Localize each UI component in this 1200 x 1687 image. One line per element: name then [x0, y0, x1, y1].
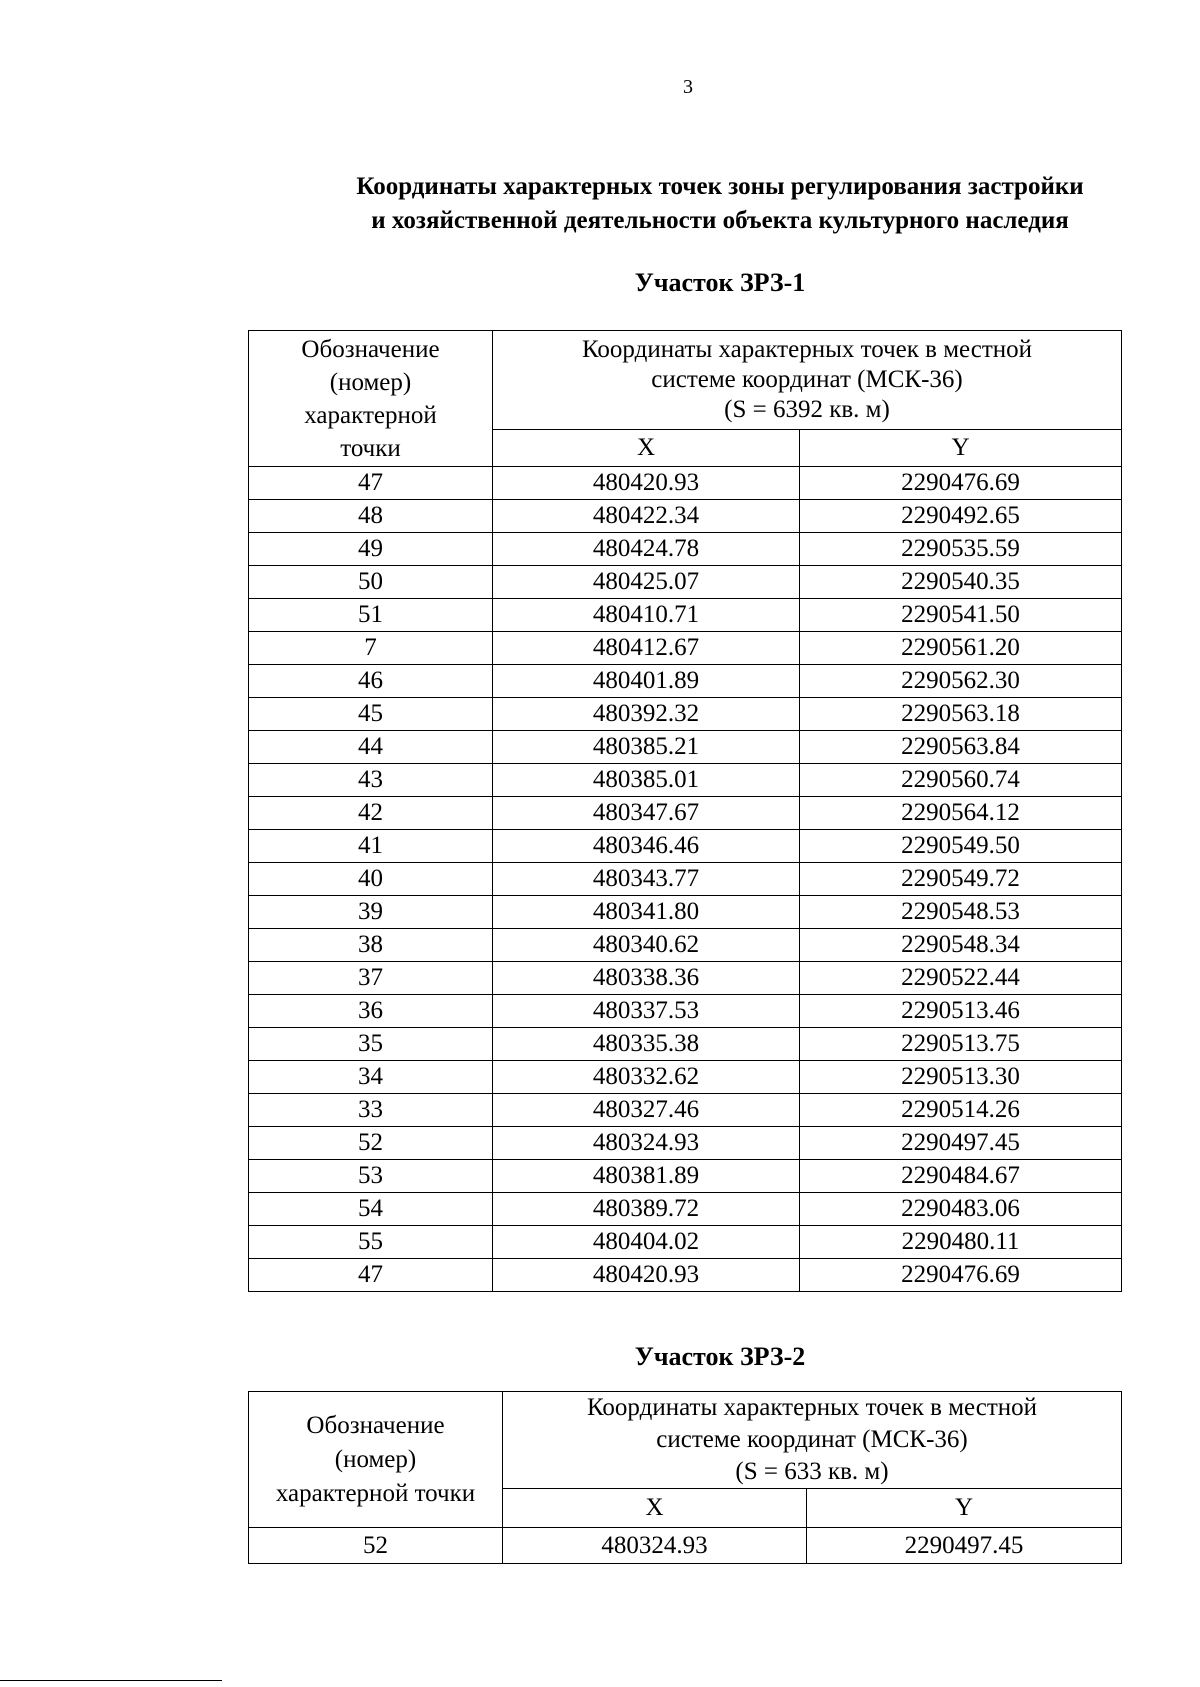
x-coordinate-cell: 480346.46	[493, 830, 800, 863]
y-coordinate-cell: 2290492.65	[800, 500, 1122, 533]
y-coordinate-cell: 2290476.69	[800, 1259, 1122, 1292]
page-number: 3	[683, 76, 693, 98]
point-number-cell: 52	[249, 1528, 503, 1564]
x-coordinate-cell: 480341.80	[493, 896, 800, 929]
point-number-cell: 49	[249, 533, 493, 566]
coordinates-header-line: Координаты характерных точек в местной	[587, 1394, 1038, 1421]
x-coordinate-cell: 480324.93	[503, 1528, 807, 1564]
x-coordinate-cell: 480422.34	[493, 500, 800, 533]
table-row	[249, 665, 1122, 698]
table-row	[249, 632, 1122, 665]
x-coordinate-cell: 480347.67	[493, 797, 800, 830]
column-header-coordinates	[503, 1392, 1122, 1489]
column-header-x: X	[493, 430, 800, 467]
point-number-cell: 51	[249, 599, 493, 632]
coordinates-table-zrz-2	[248, 1391, 1122, 1564]
table-row	[249, 1061, 1122, 1094]
y-coordinate-cell: 2290480.11	[800, 1226, 1122, 1259]
column-header-x: X	[503, 1489, 807, 1528]
table-row	[249, 995, 1122, 1028]
table-row	[249, 1094, 1122, 1127]
x-coordinate-cell: 480420.93	[493, 1259, 800, 1292]
x-coordinate-cell: 480332.62	[493, 1061, 800, 1094]
point-number-cell: 7	[249, 632, 493, 665]
section-heading-zrz-1: Участок ЗРЗ-1	[634, 268, 806, 297]
column-header-coordinates	[493, 331, 1122, 430]
y-coordinate-cell: 2290513.46	[800, 995, 1122, 1028]
table-row	[249, 599, 1122, 632]
y-coordinate-cell: 2290541.50	[800, 599, 1122, 632]
table-row	[249, 863, 1122, 896]
y-coordinate-cell: 2290564.12	[800, 797, 1122, 830]
x-coordinate-cell: 480343.77	[493, 863, 800, 896]
table-row	[249, 962, 1122, 995]
y-coordinate-cell: 2290540.35	[800, 566, 1122, 599]
x-coordinate-cell: 480412.67	[493, 632, 800, 665]
footer-rule	[0, 1680, 222, 1681]
y-coordinate-cell: 2290535.59	[800, 533, 1122, 566]
table-row	[249, 896, 1122, 929]
point-number-cell: 36	[249, 995, 493, 1028]
coordinates-header-line: Координаты характерных точек в местной	[582, 336, 1033, 363]
point-number-cell: 42	[249, 797, 493, 830]
table-row	[249, 698, 1122, 731]
table-row	[249, 830, 1122, 863]
point-number-cell: 40	[249, 863, 493, 896]
point-number-cell: 45	[249, 698, 493, 731]
x-coordinate-cell: 480385.21	[493, 731, 800, 764]
y-coordinate-cell: 2290548.53	[800, 896, 1122, 929]
x-coordinate-cell: 480401.89	[493, 665, 800, 698]
table-row	[249, 929, 1122, 962]
table-row	[249, 731, 1122, 764]
coordinates-header-line: системе координат (МСК-36)	[656, 1426, 968, 1453]
document-title-line-1: Координаты характерных точек зоны регулирования застройки	[356, 173, 1084, 200]
y-coordinate-cell: 2290563.84	[800, 731, 1122, 764]
table-row	[249, 500, 1122, 533]
table-row	[249, 1127, 1122, 1160]
table-row	[249, 467, 1122, 500]
y-coordinate-cell: 2290561.20	[800, 632, 1122, 665]
point-number-cell: 43	[249, 764, 493, 797]
table-row	[249, 1028, 1122, 1061]
table-row	[249, 764, 1122, 797]
x-coordinate-cell: 480327.46	[493, 1094, 800, 1127]
table-row	[249, 1193, 1122, 1226]
y-coordinate-cell: 2290514.26	[800, 1094, 1122, 1127]
y-coordinate-cell: 2290476.69	[800, 467, 1122, 500]
table-row	[249, 1226, 1122, 1259]
x-coordinate-cell: 480420.93	[493, 467, 800, 500]
coordinates-header-line: (S = 6392 кв. м)	[724, 396, 890, 423]
y-coordinate-cell: 2290513.75	[800, 1028, 1122, 1061]
y-coordinate-cell: 2290548.34	[800, 929, 1122, 962]
x-coordinate-cell: 480335.38	[493, 1028, 800, 1061]
column-header-designation	[249, 331, 493, 467]
x-coordinate-cell: 480324.93	[493, 1127, 800, 1160]
point-number-cell: 47	[249, 467, 493, 500]
point-number-cell: 38	[249, 929, 493, 962]
designation-header-line: (номер)	[334, 1445, 417, 1473]
point-number-cell: 33	[249, 1094, 493, 1127]
y-coordinate-cell: 2290497.45	[807, 1528, 1122, 1564]
x-coordinate-cell: 480410.71	[493, 599, 800, 632]
section-heading-zrz-2: Участок ЗРЗ-2	[634, 1342, 806, 1371]
y-coordinate-cell: 2290513.30	[800, 1061, 1122, 1094]
y-coordinate-cell: 2290560.74	[800, 764, 1122, 797]
x-coordinate-cell: 480424.78	[493, 533, 800, 566]
y-coordinate-cell: 2290562.30	[800, 665, 1122, 698]
point-number-cell: 48	[249, 500, 493, 533]
x-coordinate-cell: 480385.01	[493, 764, 800, 797]
x-coordinate-cell: 480425.07	[493, 566, 800, 599]
y-coordinate-cell: 2290497.45	[800, 1127, 1122, 1160]
designation-header-line: характерной	[304, 401, 437, 429]
table-row	[249, 1528, 1122, 1564]
x-coordinate-cell: 480392.32	[493, 698, 800, 731]
x-coordinate-cell: 480404.02	[493, 1226, 800, 1259]
column-header-y: Y	[807, 1489, 1122, 1528]
x-coordinate-cell: 480338.36	[493, 962, 800, 995]
column-header-designation	[249, 1392, 503, 1528]
document-title	[300, 170, 1140, 238]
point-number-cell: 52	[249, 1127, 493, 1160]
x-coordinate-cell: 480340.62	[493, 929, 800, 962]
table-row	[249, 797, 1122, 830]
point-number-cell: 41	[249, 830, 493, 863]
y-coordinate-cell: 2290563.18	[800, 698, 1122, 731]
y-coordinate-cell: 2290484.67	[800, 1160, 1122, 1193]
coordinates-table-zrz-1	[248, 330, 1122, 1292]
designation-header-line: Обозначение	[306, 1411, 445, 1439]
x-coordinate-cell: 480381.89	[493, 1160, 800, 1193]
designation-header-line: характерной точки	[275, 1479, 476, 1507]
point-number-cell: 39	[249, 896, 493, 929]
x-coordinate-cell: 480389.72	[493, 1193, 800, 1226]
designation-header-line: (номер)	[329, 368, 412, 396]
point-number-cell: 47	[249, 1259, 493, 1292]
point-number-cell: 46	[249, 665, 493, 698]
document-title-line-2: и хозяйственной деятельности объекта культурного наследия	[371, 207, 1069, 234]
table-row	[249, 566, 1122, 599]
table-row	[249, 1160, 1122, 1193]
y-coordinate-cell: 2290549.72	[800, 863, 1122, 896]
point-number-cell: 54	[249, 1193, 493, 1226]
designation-header-line: точки	[340, 434, 401, 462]
point-number-cell: 53	[249, 1160, 493, 1193]
point-number-cell: 44	[249, 731, 493, 764]
coordinates-header-line: системе координат (МСК-36)	[651, 366, 963, 393]
coordinates-header-line: (S = 633 кв. м)	[735, 1458, 889, 1485]
y-coordinate-cell: 2290549.50	[800, 830, 1122, 863]
y-coordinate-cell: 2290522.44	[800, 962, 1122, 995]
table-row	[249, 533, 1122, 566]
point-number-cell: 34	[249, 1061, 493, 1094]
designation-header-line: Обозначение	[301, 335, 440, 363]
x-coordinate-cell: 480337.53	[493, 995, 800, 1028]
column-header-y: Y	[800, 430, 1122, 467]
point-number-cell: 50	[249, 566, 493, 599]
point-number-cell: 55	[249, 1226, 493, 1259]
y-coordinate-cell: 2290483.06	[800, 1193, 1122, 1226]
table-row	[249, 1259, 1122, 1292]
point-number-cell: 37	[249, 962, 493, 995]
point-number-cell: 35	[249, 1028, 493, 1061]
